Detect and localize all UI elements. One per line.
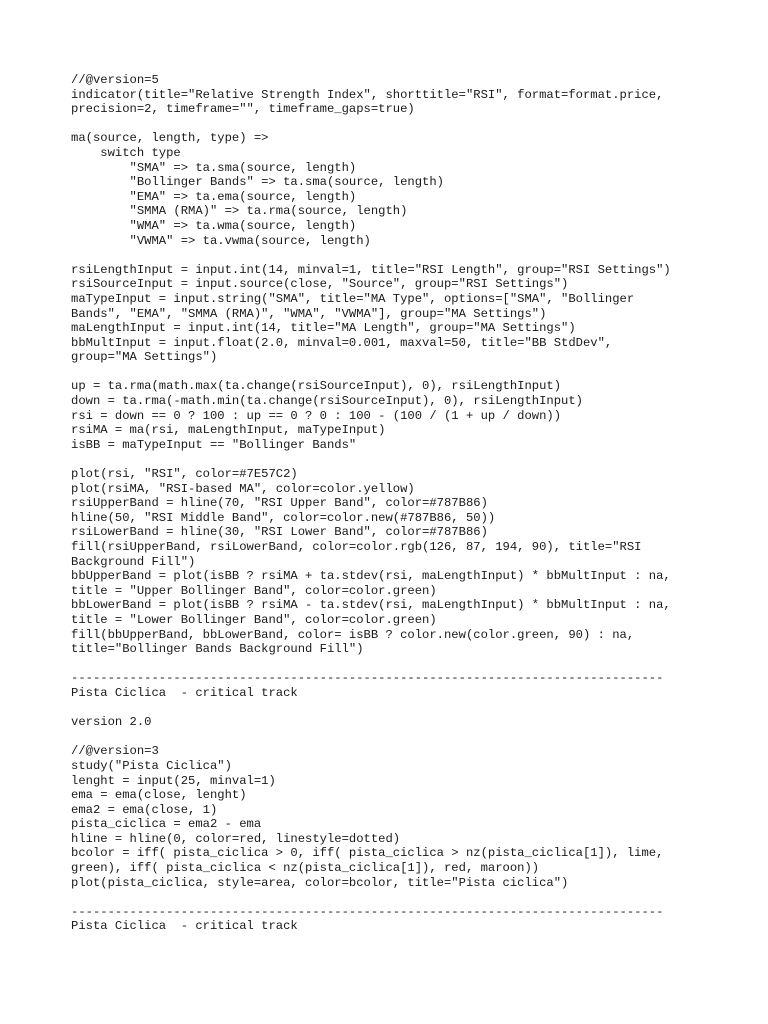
separator-line: --------------------------------------------------------------------------------- bbox=[71, 904, 664, 919]
code-line bbox=[71, 117, 751, 132]
code-line: title="Bollinger Bands Background Fill") bbox=[71, 642, 364, 657]
code-line: rsi = down == 0 ? 100 : up == 0 ? 0 : 100 - (100 / (1 + up / down)) bbox=[71, 408, 562, 423]
code-line bbox=[71, 730, 751, 745]
code-line: down = ta.rma(-math.min(ta.change(rsiSourceInput), 0), rsiLengthInput) bbox=[71, 394, 583, 409]
code-line: indicator(title="Relative Strength Index", shorttitle="RSI", format=format.price, bbox=[71, 87, 664, 102]
code-line bbox=[71, 890, 751, 905]
code-line: "EMA" => ta.ema(source, length) bbox=[71, 189, 357, 204]
code-line bbox=[71, 365, 751, 380]
separator-line: --------------------------------------------------------------------------------- bbox=[71, 671, 664, 686]
code-line: bbLowerBand = plot(isBB ? rsiMA - ta.stdev(rsi, maLengthInput) * bbMultInput : na, bbox=[71, 598, 671, 613]
version-label: version 2.0 bbox=[71, 715, 152, 730]
code-line: lenght = input(25, minval=1) bbox=[71, 773, 276, 788]
code-line: fill(rsiUpperBand, rsiLowerBand, color=color.rgb(126, 87, 194, 90), title="RSI bbox=[71, 540, 642, 554]
code-line: group="MA Settings") bbox=[71, 350, 218, 365]
code-line: Bands", "EMA", "SMMA (RMA)", "WMA", "VWMA"], group="MA Settings") bbox=[71, 306, 547, 321]
code-line: "SMMA (RMA)" => ta.rma(source, length) bbox=[71, 204, 408, 219]
code-line: //@version=3 bbox=[71, 744, 159, 759]
code-line: title = "Upper Bollinger Band", color=color.green) bbox=[71, 583, 437, 598]
code-line: "SMA" => ta.sma(source, length) bbox=[71, 160, 357, 175]
code-line: bcolor = iff( pista_ciclica > 0, iff( pista_ciclica > nz(pista_ciclica[1]), lime, bbox=[71, 846, 664, 861]
code-line bbox=[71, 452, 751, 467]
code-line bbox=[71, 701, 751, 716]
code-line: ema2 = ema(close, 1) bbox=[71, 802, 218, 817]
code-line: isBB = maTypeInput == "Bollinger Bands" bbox=[71, 437, 357, 452]
code-line: hline(50, "RSI Middle Band", color=color.new(#787B86, 50)) bbox=[71, 510, 496, 525]
code-line: plot(rsi, "RSI", color=#7E57C2) bbox=[71, 467, 298, 482]
code-line: bbUpperBand = plot(isBB ? rsiMA + ta.stdev(rsi, maLengthInput) * bbMultInput : na, bbox=[71, 569, 671, 584]
code-line: //@version=5 bbox=[71, 73, 159, 87]
code-line: "WMA" => ta.wma(source, length) bbox=[71, 218, 357, 233]
code-line: title = "Lower Bollinger Band", color=color.green) bbox=[71, 612, 437, 627]
section-title: Pista Ciclica - critical track bbox=[71, 685, 298, 700]
code-line: rsiLengthInput = input.int(14, minval=1, title="RSI Length", group="RSI Settings") bbox=[71, 262, 671, 277]
code-line: "VWMA" => ta.vwma(source, length) bbox=[71, 233, 371, 248]
code-line: ma(source, length, type) => bbox=[71, 131, 269, 146]
section-title: Pista Ciclica - critical track bbox=[71, 919, 298, 934]
code-line: plot(pista_ciclica, style=area, color=bcolor, title="Pista ciclica") bbox=[71, 875, 569, 890]
code-line: precision=2, timeframe="", timeframe_gaps=true) bbox=[71, 102, 415, 117]
code-line: study("Pista Ciclica") bbox=[71, 758, 232, 773]
code-document bbox=[71, 73, 751, 934]
code-line: switch type bbox=[71, 145, 181, 160]
code-line: maTypeInput = input.string("SMA", title="MA Type", options=["SMA", "Bollinger bbox=[71, 291, 635, 306]
code-line: pista_ciclica = ema2 - ema bbox=[71, 817, 262, 832]
code-line: green), iff( pista_ciclica < nz(pista_ciclica[1]), red, maroon)) bbox=[71, 861, 540, 876]
code-line: ema = ema(close, lenght) bbox=[71, 788, 247, 803]
code-line: fill(bbUpperBand, bbLowerBand, color= isBB ? color.new(color.green, 90) : na, bbox=[71, 627, 635, 642]
code-line bbox=[71, 657, 751, 672]
code-line: rsiUpperBand = hline(70, "RSI Upper Band", color=#787B86) bbox=[71, 496, 488, 511]
code-line: rsiMA = ma(rsi, maLengthInput, maTypeInput) bbox=[71, 423, 386, 438]
code-line: "Bollinger Bands" => ta.sma(source, length) bbox=[71, 175, 444, 190]
code-line: up = ta.rma(math.max(ta.change(rsiSourceInput), 0), rsiLengthInput) bbox=[71, 379, 562, 394]
code-line bbox=[71, 248, 751, 263]
code-line: bbMultInput = input.float(2.0, minval=0.001, maxval=50, title="BB StdDev", bbox=[71, 335, 613, 350]
code-line: rsiSourceInput = input.source(close, "Source", group="RSI Settings") bbox=[71, 277, 569, 292]
code-line: rsiLowerBand = hline(30, "RSI Lower Band", color=#787B86) bbox=[71, 525, 488, 540]
code-line: Background Fill") bbox=[71, 554, 196, 569]
code-line: hline = hline(0, color=red, linestyle=dotted) bbox=[71, 831, 401, 846]
code-line: plot(rsiMA, "RSI-based MA", color=color.yellow) bbox=[71, 481, 415, 496]
code-line: maLengthInput = input.int(14, title="MA Length", group="MA Settings") bbox=[71, 321, 576, 336]
